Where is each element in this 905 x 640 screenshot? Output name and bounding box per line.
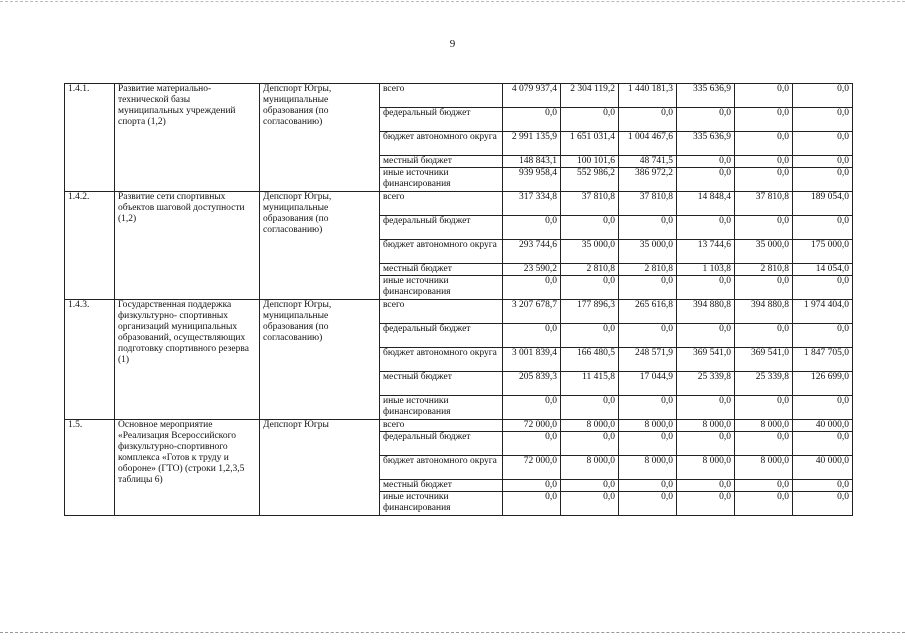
funding-value: 17 044,9 (619, 372, 677, 396)
funding-value: 0,0 (735, 84, 793, 108)
funding-value: 25 339,8 (735, 372, 793, 396)
scan-edge-top (0, 1, 905, 2)
funding-value: 0,0 (793, 432, 853, 456)
section-executor: Депспорт Югры, муниципальные образования (по согласованию) (260, 192, 380, 300)
section-code: 1.4.3. (65, 300, 115, 420)
funding-value: 0,0 (677, 492, 735, 516)
funding-value: 2 810,8 (735, 264, 793, 276)
funding-value: 0,0 (735, 396, 793, 420)
funding-value: 0,0 (677, 156, 735, 168)
funding-value: 0,0 (619, 432, 677, 456)
funding-source: местный бюджет (380, 264, 503, 276)
funding-source: бюджет автономного округа (380, 348, 503, 372)
section-title: Основное мероприятие «Реализация Всероссийского физкультурно-спортивного комплекса «Готов к труду и обороне» (ГТО) (строки 1,2,3,5 таблицы 6) (115, 420, 260, 516)
funding-value: 0,0 (561, 432, 619, 456)
funding-value: 48 741,5 (619, 156, 677, 168)
funding-value: 0,0 (735, 216, 793, 240)
funding-value: 0,0 (793, 492, 853, 516)
funding-value: 72 000,0 (503, 420, 561, 432)
table-row (65, 420, 853, 432)
funding-source: федеральный бюджет (380, 324, 503, 348)
funding-value: 11 415,8 (561, 372, 619, 396)
funding-source: местный бюджет (380, 156, 503, 168)
funding-value: 8 000,0 (561, 456, 619, 480)
funding-value: 0,0 (793, 216, 853, 240)
funding-value: 35 000,0 (619, 240, 677, 264)
section-executor: Депспорт Югры, муниципальные образования (по согласованию) (260, 84, 380, 192)
funding-value: 37 810,8 (619, 192, 677, 216)
funding-source: федеральный бюджет (380, 108, 503, 132)
funding-value: 0,0 (561, 492, 619, 516)
section-code: 1.4.2. (65, 192, 115, 300)
funding-value: 0,0 (793, 108, 853, 132)
section-title: Развитие материально-технической базы муниципальных учреждений спорта (1,2) (115, 84, 260, 192)
funding-value: 8 000,0 (619, 420, 677, 432)
budget-table-body (65, 84, 853, 516)
funding-value: 369 541,0 (677, 348, 735, 372)
funding-value: 0,0 (735, 480, 793, 492)
funding-source: всего (380, 420, 503, 432)
funding-value: 175 000,0 (793, 240, 853, 264)
funding-value: 0,0 (503, 492, 561, 516)
funding-value: 35 000,0 (561, 240, 619, 264)
funding-value: 2 304 119,2 (561, 84, 619, 108)
funding-value: 0,0 (677, 276, 735, 300)
funding-value: 8 000,0 (619, 456, 677, 480)
funding-value: 0,0 (561, 276, 619, 300)
funding-value: 8 000,0 (561, 420, 619, 432)
funding-source: бюджет автономного округа (380, 240, 503, 264)
funding-value: 1 103,8 (677, 264, 735, 276)
funding-source: иные источники финансирования (380, 396, 503, 420)
funding-value: 265 616,8 (619, 300, 677, 324)
funding-value: 0,0 (793, 480, 853, 492)
funding-value: 0,0 (503, 324, 561, 348)
funding-value: 23 590,2 (503, 264, 561, 276)
funding-value: 72 000,0 (503, 456, 561, 480)
scan-edge-bottom (0, 632, 905, 633)
funding-value: 37 810,8 (561, 192, 619, 216)
funding-value: 0,0 (677, 168, 735, 192)
section-code: 1.4.1. (65, 84, 115, 192)
funding-value: 0,0 (677, 396, 735, 420)
funding-value: 0,0 (677, 108, 735, 132)
funding-value: 0,0 (793, 324, 853, 348)
funding-value: 2 991 135,9 (503, 132, 561, 156)
funding-value: 0,0 (561, 396, 619, 420)
funding-value: 8 000,0 (677, 420, 735, 432)
funding-value: 0,0 (735, 132, 793, 156)
table-row (65, 192, 853, 216)
funding-value: 0,0 (561, 480, 619, 492)
funding-value: 14 848,4 (677, 192, 735, 216)
funding-source: всего (380, 300, 503, 324)
funding-value: 205 839,3 (503, 372, 561, 396)
funding-value: 248 571,9 (619, 348, 677, 372)
funding-value: 8 000,0 (677, 456, 735, 480)
funding-value: 0,0 (561, 324, 619, 348)
section-code: 1.5. (65, 420, 115, 516)
funding-value: 189 054,0 (793, 192, 853, 216)
funding-value: 0,0 (677, 324, 735, 348)
funding-value: 0,0 (735, 324, 793, 348)
funding-value: 0,0 (677, 480, 735, 492)
funding-source: федеральный бюджет (380, 216, 503, 240)
funding-value: 0,0 (503, 108, 561, 132)
funding-value: 0,0 (793, 84, 853, 108)
funding-value: 40 000,0 (793, 420, 853, 432)
funding-value: 0,0 (619, 276, 677, 300)
funding-value: 0,0 (735, 492, 793, 516)
funding-source: всего (380, 192, 503, 216)
funding-value: 0,0 (619, 396, 677, 420)
table-row (65, 84, 853, 108)
funding-source: всего (380, 84, 503, 108)
funding-source: бюджет автономного округа (380, 132, 503, 156)
funding-value: 394 880,8 (677, 300, 735, 324)
funding-source: иные источники финансирования (380, 276, 503, 300)
section-title: Государственная поддержка физкультурно- спортивных организаций муниципальных образований, осуществляющих подготовку спортивного резерва (1) (115, 300, 260, 420)
funding-value: 0,0 (619, 108, 677, 132)
funding-value: 0,0 (793, 156, 853, 168)
funding-value: 0,0 (735, 432, 793, 456)
funding-value: 0,0 (735, 108, 793, 132)
funding-value: 25 339,8 (677, 372, 735, 396)
funding-value: 4 079 937,4 (503, 84, 561, 108)
funding-value: 40 000,0 (793, 456, 853, 480)
funding-value: 1 651 031,4 (561, 132, 619, 156)
funding-value: 0,0 (793, 396, 853, 420)
funding-value: 335 636,9 (677, 84, 735, 108)
funding-value: 3 001 839,4 (503, 348, 561, 372)
funding-value: 0,0 (619, 216, 677, 240)
funding-value: 148 843,1 (503, 156, 561, 168)
funding-source: местный бюджет (380, 372, 503, 396)
funding-value: 0,0 (619, 492, 677, 516)
funding-value: 0,0 (793, 168, 853, 192)
funding-value: 0,0 (735, 156, 793, 168)
funding-value: 0,0 (677, 432, 735, 456)
funding-value: 317 334,8 (503, 192, 561, 216)
funding-value: 0,0 (735, 168, 793, 192)
funding-value: 0,0 (619, 480, 677, 492)
funding-value: 0,0 (619, 324, 677, 348)
section-executor: Депспорт Югры, муниципальные образования (по согласованию) (260, 300, 380, 420)
funding-value: 0,0 (793, 276, 853, 300)
funding-value: 100 101,6 (561, 156, 619, 168)
funding-value: 1 847 705,0 (793, 348, 853, 372)
funding-value: 0,0 (503, 480, 561, 492)
funding-value: 335 636,9 (677, 132, 735, 156)
funding-value: 166 480,5 (561, 348, 619, 372)
funding-value: 2 810,8 (619, 264, 677, 276)
funding-source: иные источники финансирования (380, 168, 503, 192)
funding-value: 177 896,3 (561, 300, 619, 324)
funding-value: 0,0 (735, 276, 793, 300)
funding-value: 0,0 (561, 216, 619, 240)
funding-value: 1 974 404,0 (793, 300, 853, 324)
funding-value: 0,0 (561, 108, 619, 132)
funding-value: 14 054,0 (793, 264, 853, 276)
funding-value: 2 810,8 (561, 264, 619, 276)
funding-value: 293 744,6 (503, 240, 561, 264)
funding-value: 0,0 (503, 396, 561, 420)
funding-value: 939 958,4 (503, 168, 561, 192)
funding-value: 1 004 467,6 (619, 132, 677, 156)
funding-value: 0,0 (503, 276, 561, 300)
budget-table (64, 83, 853, 516)
funding-value: 0,0 (677, 216, 735, 240)
funding-value: 37 810,8 (735, 192, 793, 216)
funding-value: 0,0 (793, 132, 853, 156)
funding-value: 3 207 678,7 (503, 300, 561, 324)
funding-value: 13 744,6 (677, 240, 735, 264)
funding-source: федеральный бюджет (380, 432, 503, 456)
funding-value: 552 986,2 (561, 168, 619, 192)
funding-source: местный бюджет (380, 480, 503, 492)
section-title: Развитие сети спортивных объектов шаговой доступности (1,2) (115, 192, 260, 300)
funding-source: бюджет автономного округа (380, 456, 503, 480)
section-executor: Депспорт Югры (260, 420, 380, 516)
funding-value: 126 699,0 (793, 372, 853, 396)
funding-value: 369 541,0 (735, 348, 793, 372)
funding-value: 8 000,0 (735, 420, 793, 432)
funding-value: 386 972,2 (619, 168, 677, 192)
table-row (65, 300, 853, 324)
funding-source: иные источники финансирования (380, 492, 503, 516)
funding-value: 1 440 181,3 (619, 84, 677, 108)
funding-value: 35 000,0 (735, 240, 793, 264)
funding-value: 0,0 (503, 432, 561, 456)
page-number: 9 (449, 38, 456, 50)
funding-value: 0,0 (503, 216, 561, 240)
funding-value: 8 000,0 (735, 456, 793, 480)
funding-value: 394 880,8 (735, 300, 793, 324)
